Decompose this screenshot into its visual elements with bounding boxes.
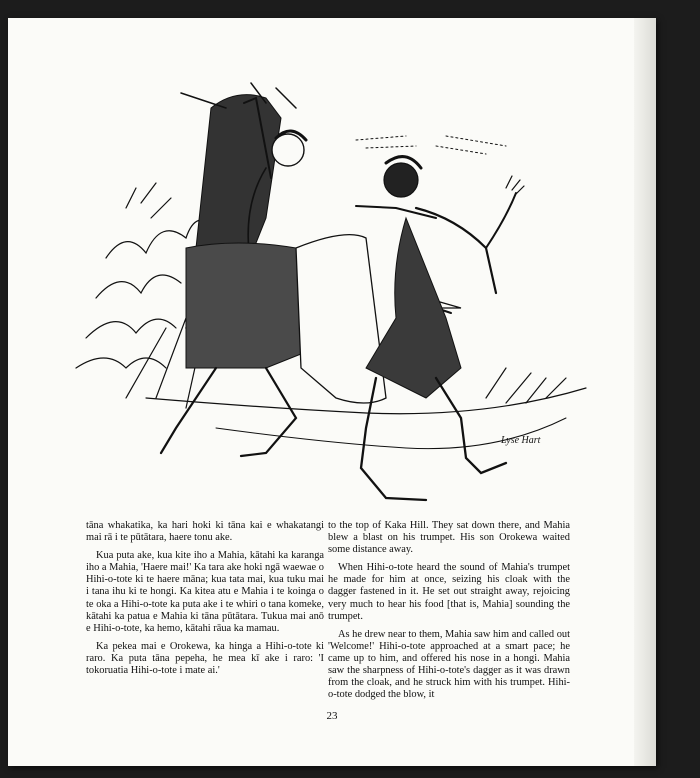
page-edge	[634, 18, 656, 766]
left-column	[86, 520, 324, 683]
left-paragraph-2: Kua puta ake, kua kite iho a Mahia, kātahi ka karanga iho a Mahia, 'Haere mai!' Ka tara ake hoki ngā waewae o Hihi-o-tote ki te haere māna; kua tata mai, kua tuku mai i tana ihu ki te hongi. Ka kitea atu e Mahia i te koinga o te oka a Hihi-o-tote ka puta ake i te whiri o tana komeke, kātahi ka patua e Mahia ki tāna pūtātara. Tukua mai anō e Hihi-o-tote, ka hemo, kātahi rāua ka mamau.	[86, 550, 324, 634]
illustration-signature: Lyse Hart	[501, 435, 541, 446]
right-paragraph-2: When Hihi-o-tote heard the sound of Mahia's trumpet he made for him at once, seizing his cloak with the dagger fastened in it. He set out straight away, rejoicing very much to hear his food [that is, Mahia] sounding the trumpet.	[328, 562, 570, 622]
left-paragraph-1: tāna whakatika, ka hari hoki ki tāna kai e whakatangi mai rā i te pūtātara, haere tonu ake.	[86, 520, 324, 544]
left-paragraph-3: Ka pekea mai e Orokewa, ka hinga a Hihi-o-tote ki raro. Ka puta tāna pepeha, he mea kī ake i raro: 'I tokoruatia Hihi-o-tote i mate ai.'	[86, 640, 324, 677]
right-paragraph-1: to the top of Kaka Hill. They sat down there, and Mahia blew a blast on his trumpet. His son Orokewa waited some distance away.	[328, 520, 570, 556]
right-paragraph-3: As he drew near to them, Mahia saw him and called out 'Welcome!' Hihi-o-tote approached at a smart pace; he came up to him, and offered his nose in a hongi. Mahia saw the sharpness of Hihi-o-tote's dagger as it was drawn from the cloak, and he struck him with his trumpet. Hihi-o-tote dodged the blow, it	[328, 628, 570, 701]
maori-figures-illustration-icon	[66, 68, 626, 518]
page-number: 23	[326, 710, 338, 722]
book-page	[8, 18, 656, 766]
right-column	[328, 520, 570, 707]
